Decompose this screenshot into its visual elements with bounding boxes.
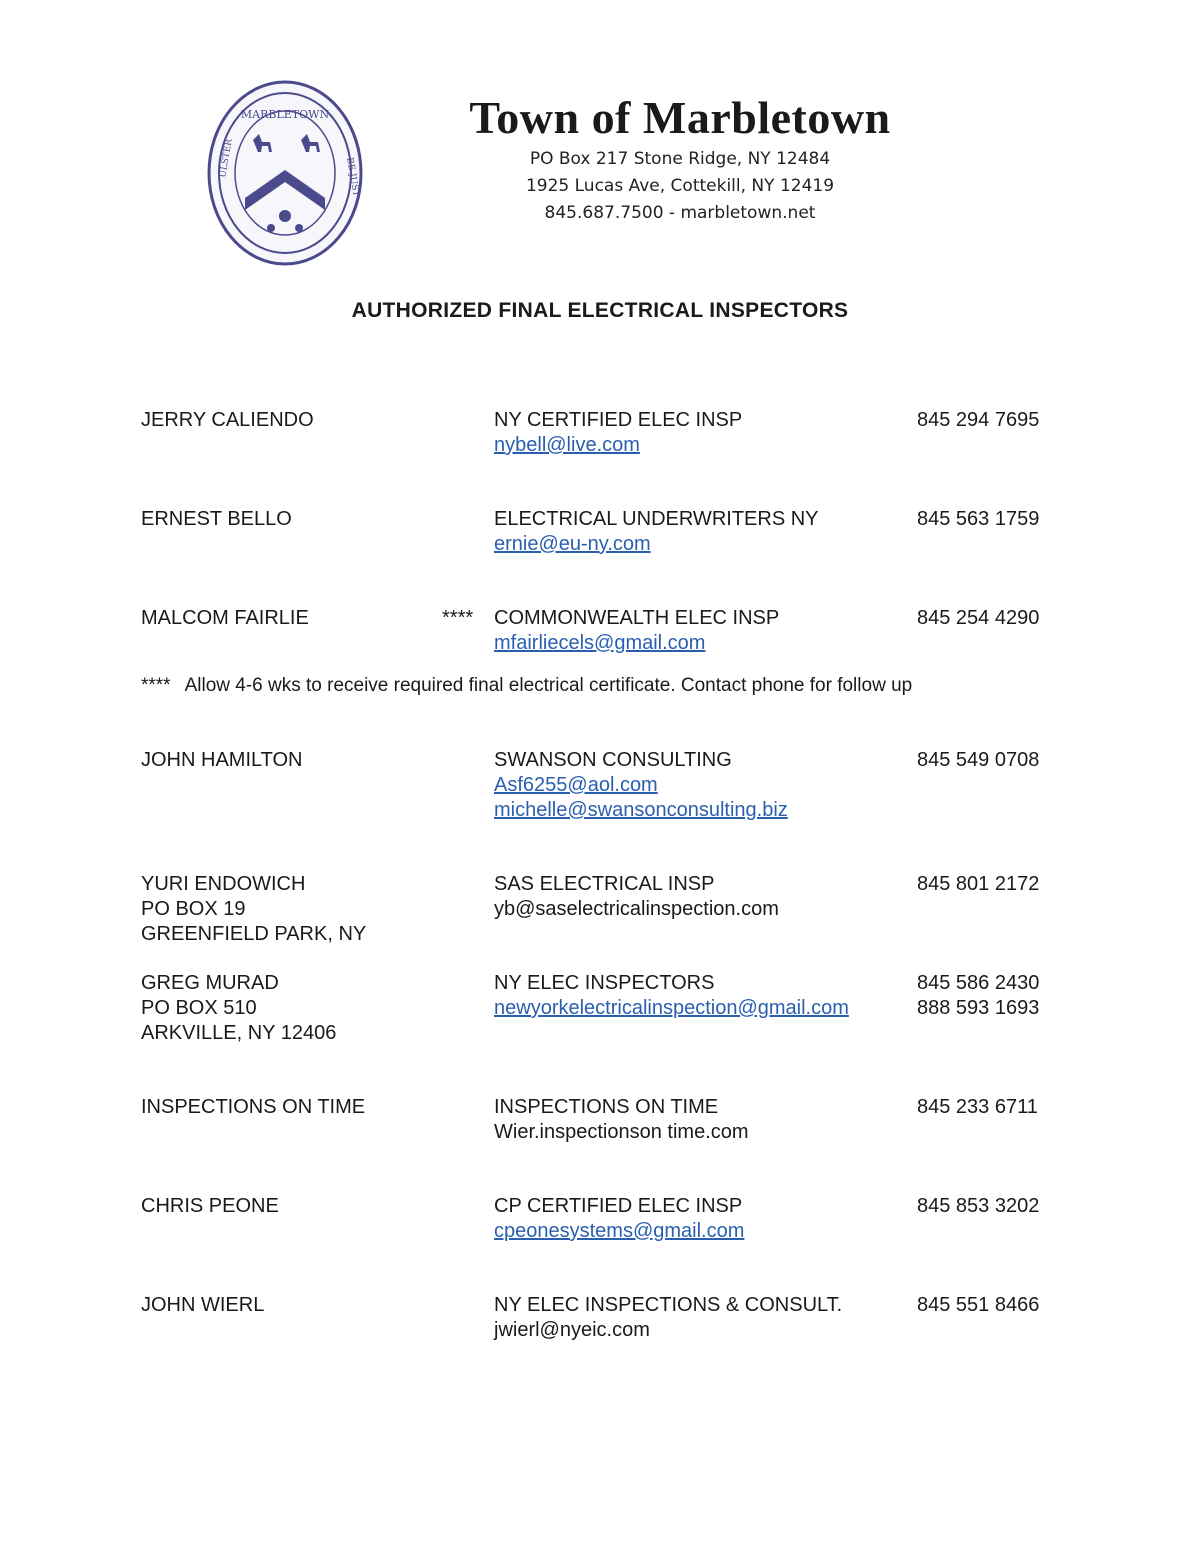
phone-block — [917, 507, 1039, 532]
phone-number: 845 233 6711 — [917, 1096, 1038, 1118]
inspector-name: YURI ENDOWICH — [141, 873, 306, 895]
email-link[interactable]: cpeonesystems@gmail.com — [494, 1220, 745, 1242]
svg-text:MARBLETOWN: MARBLETOWN — [240, 108, 330, 121]
inspector-name-block — [141, 1293, 264, 1318]
inspector-name: MALCOM FAIRLIE — [141, 607, 309, 629]
inspector-address-line: ARKVILLE, NY 12406 — [141, 1022, 337, 1044]
email-link[interactable]: newyorkelectricalinspection@gmail.com — [494, 997, 849, 1019]
email-link[interactable]: mfairliecels@gmail.com — [494, 632, 706, 654]
email-link[interactable]: Asf6255@aol.com — [494, 774, 658, 796]
email-link[interactable]: michelle@swansonconsulting.biz — [494, 799, 788, 821]
inspector-name-block — [141, 971, 336, 1046]
mailing-address: PO Box 217 Stone Ridge, NY 12484 — [529, 149, 831, 169]
company-name: NY ELEC INSPECTIONS & CONSULT. — [494, 1294, 843, 1316]
phone-number: 845 549 0708 — [917, 749, 1040, 771]
inspector-name: CHRIS PEONE — [141, 1195, 279, 1217]
inspector-name-block — [141, 1095, 365, 1120]
phone-block — [917, 1293, 1039, 1318]
phone-number: 845 586 2430 — [917, 972, 1040, 994]
inspector-name: ERNEST BELLO — [141, 508, 292, 530]
inspector-company-block — [494, 1293, 842, 1343]
contact-line: 845.687.7500 - marbletown.net — [544, 203, 816, 223]
inspector-name-block — [141, 507, 292, 532]
inspector-name-block — [141, 872, 366, 947]
phone-number: 845 551 8466 — [917, 1294, 1040, 1316]
inspector-name-block — [141, 408, 314, 433]
inspector-company-block — [494, 408, 742, 458]
email-text: jwierl@nyeic.com — [494, 1319, 650, 1341]
inspector-name: INSPECTIONS ON TIME — [141, 1096, 366, 1118]
phone-number: 888 593 1693 — [917, 997, 1040, 1019]
inspector-company-block — [494, 971, 849, 1021]
email-link[interactable]: nybell@live.com — [494, 434, 640, 456]
inspector-name: GREG MURAD — [141, 972, 279, 994]
phone-block — [917, 408, 1039, 433]
company-name: SAS ELECTRICAL INSP — [494, 873, 715, 895]
phone-block — [917, 1095, 1038, 1120]
phone-block — [917, 1194, 1039, 1219]
inspector-company-block — [494, 1194, 744, 1244]
phone-block — [917, 748, 1039, 773]
inspector-name: JERRY CALIENDO — [141, 409, 314, 431]
phone-block — [917, 872, 1039, 897]
inspector-company-block — [494, 606, 779, 656]
letterhead — [380, 90, 980, 227]
company-name: CP CERTIFIED ELEC INSP — [494, 1195, 743, 1217]
svg-text:ULSTER: ULSTER — [218, 138, 235, 179]
inspector-name: JOHN WIERL — [141, 1294, 265, 1316]
company-name: SWANSON CONSULTING — [494, 749, 732, 771]
phone-number: 845 294 7695 — [917, 409, 1040, 431]
company-name: ELECTRICAL UNDERWRITERS NY — [494, 508, 819, 530]
street-address: 1925 Lucas Ave, Cottekill, NY 12419 — [525, 176, 835, 196]
inspector-company-block — [494, 872, 779, 922]
svg-text:BE JUST: BE JUST — [344, 156, 361, 198]
footnote — [141, 675, 912, 697]
phone-number: 845 563 1759 — [917, 508, 1040, 530]
inspector-address-line: PO BOX 19 — [141, 898, 246, 920]
page-title: AUTHORIZED FINAL ELECTRICAL INSPECTORS — [351, 299, 849, 322]
email-text: yb@saselectricalinspection.com — [494, 898, 779, 920]
inspector-address-line: GREENFIELD PARK, NY — [141, 923, 367, 945]
inspector-name-block — [141, 606, 309, 631]
inspector-name: JOHN HAMILTON — [141, 749, 303, 771]
phone-number: 845 254 4290 — [917, 607, 1040, 629]
footnote-text: Allow 4-6 wks to receive required final electrical certificate. Contact phone for follow up — [184, 675, 913, 696]
footnote-marker: **** — [442, 607, 474, 629]
inspector-company-block — [494, 507, 819, 557]
company-name: COMMONWEALTH ELEC INSP — [494, 607, 780, 629]
email-text: Wier.inspectionson time.com — [494, 1121, 749, 1143]
inspector-company-block — [494, 1095, 749, 1145]
company-name: INSPECTIONS ON TIME — [494, 1096, 719, 1118]
phone-block — [917, 971, 1039, 1021]
inspector-address-line: PO BOX 510 — [141, 997, 257, 1019]
town-name: Town of Marbletown — [469, 92, 891, 143]
company-name: NY ELEC INSPECTORS — [494, 972, 715, 994]
email-link[interactable]: ernie@eu-ny.com — [494, 533, 651, 555]
inspector-company-block — [494, 748, 788, 823]
town-seal-logo — [205, 78, 365, 268]
company-name: NY CERTIFIED ELEC INSP — [494, 409, 743, 431]
footnote-marker: **** — [141, 675, 171, 696]
phone-number: 845 801 2172 — [917, 873, 1040, 895]
phone-block — [917, 606, 1039, 631]
inspector-name-block — [141, 1194, 279, 1219]
inspector-name-block — [141, 748, 303, 773]
phone-number: 845 853 3202 — [917, 1195, 1040, 1217]
